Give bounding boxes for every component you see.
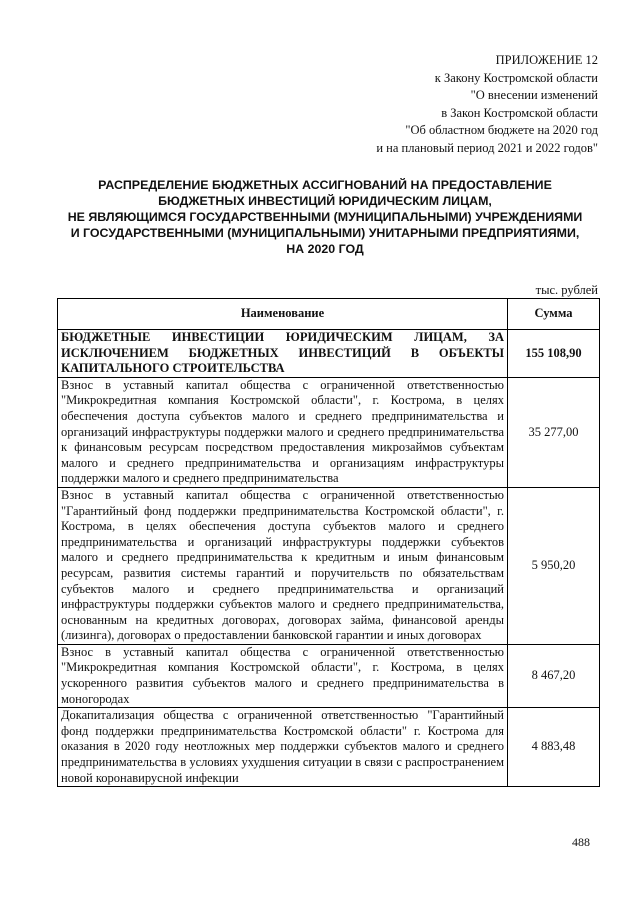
appendix-line: в Закон Костромской области [441, 105, 598, 120]
appendix-header [278, 52, 598, 157]
row-name: Взнос в уставный капитал общества с ограниченной ответственностью "Микрокредитная компания Костромской области", г. Кострома, в целях обеспечения доступа субъектов малого и среднего предпринимательства и организаций инфраструктуры поддержки малого и среднего предпринимательства к финансовым ресурсам посредством предоставления микрозаймов субъектам малого и среднего предпринимательства и организациям инфраструктуры поддержки малого и среднего предпринимательства [58, 377, 508, 487]
header-sum: Сумма [508, 299, 600, 330]
row-name: БЮДЖЕТНЫЕ ИНВЕСТИЦИИ ЮРИДИЧЕСКИМ ЛИЦАМ, ЗА ИСКЛЮЧЕНИЕМ БЮДЖЕТНЫХ ИНВЕСТИЦИЙ В ОБЪЕКТЫ КАПИТАЛЬНОГО СТРОИТЕЛЬСТВА [58, 330, 508, 378]
title-line: РАСПРЕДЕЛЕНИЕ БЮДЖЕТНЫХ АССИГНОВАНИЙ НА ПРЕДОСТАВЛЕНИЕ [98, 178, 552, 192]
appendix-line: ПРИЛОЖЕНИЕ 12 [495, 53, 598, 67]
page-number: 488 [572, 835, 590, 849]
table-row [58, 708, 600, 787]
table-header-row [58, 299, 600, 330]
appendix-line: "О внесении изменений [470, 88, 598, 102]
row-name: Взнос в уставный капитал общества с ограниченной ответственностью "Гарантийный фонд поддержки предпринимательства Костромской области", г. Кострома, в целях обеспечения доступа субъектов малого и среднего предпринимательства и организаций инфраструктуры поддержки субъектов малого и среднего предпринимательства к кредитным и иным финансовым ресурсам, развития системы гарантий и поручительств по обязательствам субъектов малого и среднего предпринимательства и организаций инфраструктуры поддержки субъектов малого и среднего предпринимательства, основанным на кредитных договорах, договорах займа, финансовой аренды (лизинга), договорах о предоставлении банковской гарантии и иных договорах [58, 487, 508, 644]
title-line: НЕ ЯВЛЯЮЩИМСЯ ГОСУДАРСТВЕННЫМИ (МУНИЦИПАЛЬНЫМИ) УЧРЕЖДЕНИЯМИ [67, 210, 583, 224]
title-line: И ГОСУДАРСТВЕННЫМИ (МУНИЦИПАЛЬНЫМИ) УНИТАРНЫМИ ПРЕДПРИЯТИЯМИ, [70, 226, 580, 240]
row-name: Взнос в уставный капитал общества с ограниченной ответственностью "Микрокредитная компания Костромской области", г. Кострома, в целях ускоренного развития субъектов малого и среднего предпринимательства в моногородах [58, 644, 508, 707]
header-name: Наименование [58, 299, 508, 330]
table-row [58, 644, 600, 707]
appendix-line: к Закону Костромской области [434, 70, 598, 85]
document-title [40, 177, 610, 257]
row-sum: 155 108,90 [508, 330, 600, 378]
row-sum: 5 950,20 [508, 487, 600, 644]
appendix-line: и на плановый период 2021 и 2022 годов" [376, 140, 598, 155]
row-sum: 35 277,00 [508, 377, 600, 487]
table-row [58, 377, 600, 487]
appendix-line: "Об областном бюджете на 2020 год [405, 123, 598, 137]
units-label: тыс. рублей [535, 283, 598, 297]
row-sum: 4 883,48 [508, 708, 600, 787]
budget-table [57, 298, 600, 787]
row-sum: 8 467,20 [508, 644, 600, 707]
title-line: БЮДЖЕТНЫХ ИНВЕСТИЦИЙ ЮРИДИЧЕСКИМ ЛИЦАМ, [158, 194, 492, 208]
row-name: Докапитализация общества с ограниченной ответственностью "Гарантийный фонд поддержки предпринимательства Костромской области" г. Кострома для оказания в 2020 году неотложных мер поддержки субъектов малого и среднего предпринимательства в условиях ухудшения ситуации в связи с распространением новой коронавирусной инфекции [58, 708, 508, 787]
table-row [58, 487, 600, 644]
title-line: НА 2020 ГОД [286, 242, 364, 256]
table-row-total [58, 330, 600, 378]
